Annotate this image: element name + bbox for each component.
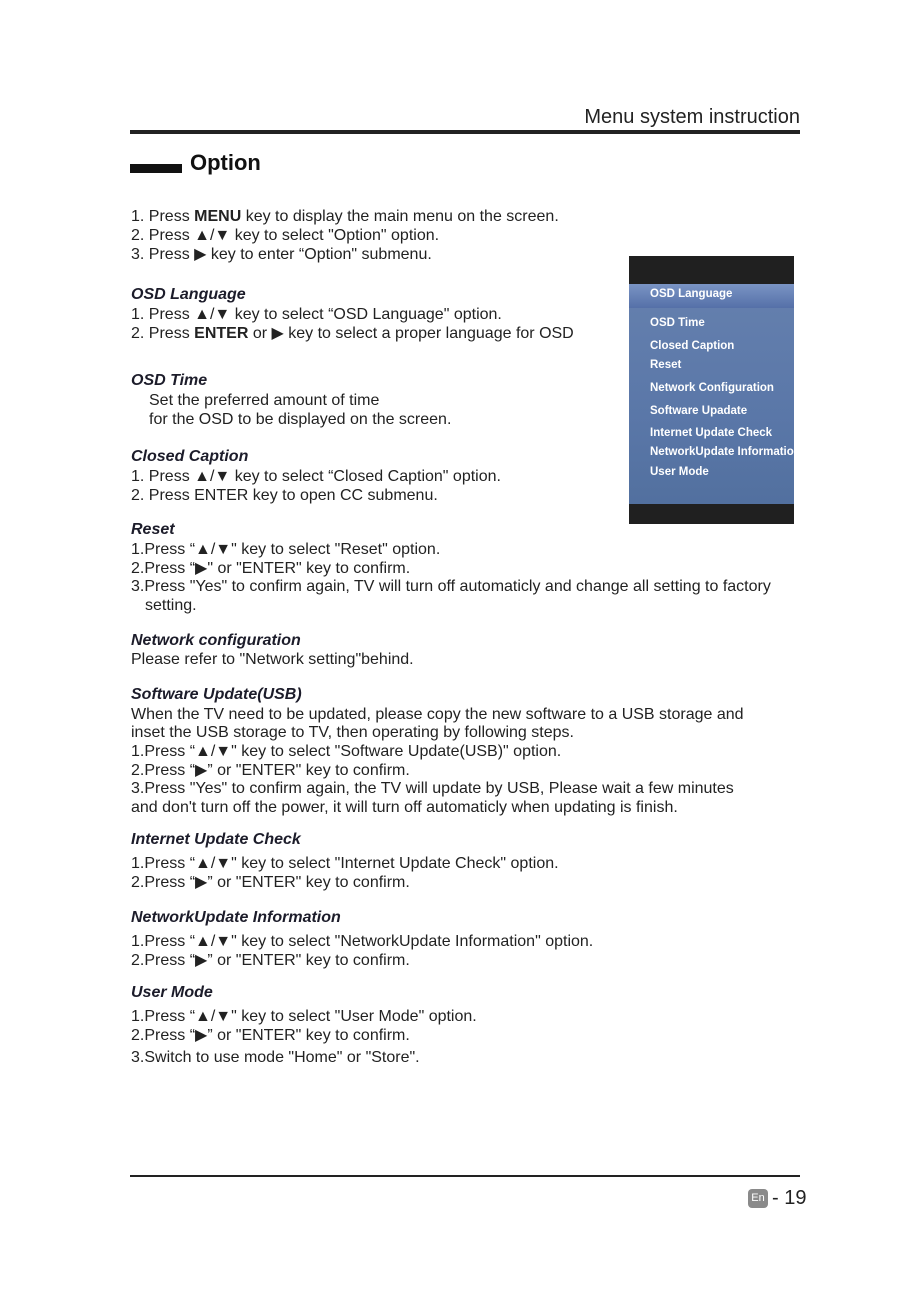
language-badge: En (748, 1189, 768, 1208)
heading-osd-time: OSD Time (131, 372, 208, 389)
software-update-line-5: 3.Press "Yes" to confirm again, the TV will update by USB, Please wait a few minutes (131, 780, 734, 797)
heading-reset: Reset (131, 521, 175, 538)
intro-line-1: 1. Press MENU key to display the main menu on the screen. (131, 208, 559, 225)
intro-line-3: 3. Press ▶ key to enter “Option" submenu. (131, 246, 432, 263)
menu-item-user-mode: User Mode (650, 466, 709, 478)
osd-language-line-2: 2. Press ENTER or ▶ key to select a proper language for OSD (131, 325, 574, 342)
reset-line-3: 3.Press "Yes" to confirm again, TV will turn off automaticly and change all setting to factory (131, 578, 771, 595)
software-update-line-6: and don't turn off the power, it will turn off automaticly when updating is finish. (131, 799, 678, 816)
osd-time-line-2: for the OSD to be displayed on the screen. (149, 411, 452, 428)
heading-networkupdate-information: NetworkUpdate Information (131, 909, 341, 926)
header-title: Menu system instruction (584, 106, 800, 128)
osd-language-line-1: 1. Press ▲/▼ key to select “OSD Language" option. (131, 306, 502, 323)
networkupdate-information-line-1: 1.Press “▲/▼" key to select "NetworkUpdate Information" option. (131, 933, 594, 950)
menu-screenshot (629, 256, 801, 524)
menu-item-internet-update-check: Internet Update Check (650, 427, 773, 439)
header-rule (130, 130, 800, 134)
menu-item-osd-language: OSD Language (650, 288, 733, 300)
menu-item-network-configuration: Network Configuration (650, 382, 774, 394)
closed-caption-line-2: 2. Press ENTER key to open CC submenu. (131, 487, 438, 504)
footer-rule (130, 1175, 800, 1177)
software-update-line-3: 1.Press “▲/▼" key to select "Software Update(USB)" option. (131, 743, 562, 760)
heading-closed-caption: Closed Caption (131, 448, 249, 465)
menu-item-networkupdate-information: NetworkUpdate Information (650, 446, 801, 458)
osd-time-line-1: Set the preferred amount of time (149, 392, 380, 409)
software-update-line-1: When the TV need to be updated, please copy the new software to a USB storage and (131, 706, 744, 723)
heading-osd-language: OSD Language (131, 286, 246, 303)
menu-panel (629, 284, 801, 504)
page-number: - 19 (772, 1187, 807, 1209)
reset-line-4: setting. (145, 597, 197, 614)
internet-update-check-line-1: 1.Press “▲/▼" key to select "Internet Update Check" option. (131, 855, 559, 872)
software-update-line-2: inset the USB storage to TV, then operating by following steps. (131, 724, 574, 741)
heading-network-configuration: Network configuration (131, 632, 301, 649)
networkupdate-information-line-2: 2.Press “▶” or "ENTER" key to confirm. (131, 952, 410, 969)
section-title: Option (190, 150, 261, 175)
user-mode-line-3: 3.Switch to use mode "Home" or "Store". (131, 1049, 420, 1066)
reset-line-2: 2.Press “▶" or "ENTER" key to confirm. (131, 560, 411, 577)
user-mode-line-2: 2.Press “▶” or "ENTER" key to confirm. (131, 1027, 410, 1044)
user-mode-line-1: 1.Press “▲/▼" key to select "User Mode" option. (131, 1008, 477, 1025)
software-update-line-4: 2.Press “▶” or "ENTER" key to confirm. (131, 762, 410, 779)
menu-item-closed-caption: Closed Caption (650, 340, 735, 352)
menu-item-software-upadate: Software Upadate (650, 405, 748, 417)
heading-internet-update-check: Internet Update Check (131, 831, 301, 848)
internet-update-check-line-2: 2.Press “▶” or "ENTER" key to confirm. (131, 874, 410, 891)
closed-caption-line-1: 1. Press ▲/▼ key to select “Closed Caption" option. (131, 468, 501, 485)
heading-software-update: Software Update(USB) (131, 686, 302, 703)
menu-item-reset: Reset (650, 359, 682, 371)
reset-line-1: 1.Press “▲/▼" key to select "Reset" option. (131, 541, 441, 558)
heading-user-mode: User Mode (131, 984, 213, 1001)
network-configuration-line-1: Please refer to "Network setting"behind. (131, 651, 414, 668)
intro-line-2: 2. Press ▲/▼ key to select "Option" option. (131, 227, 440, 244)
menu-item-osd-time: OSD Time (650, 317, 705, 329)
section-marker-bar (130, 164, 182, 173)
